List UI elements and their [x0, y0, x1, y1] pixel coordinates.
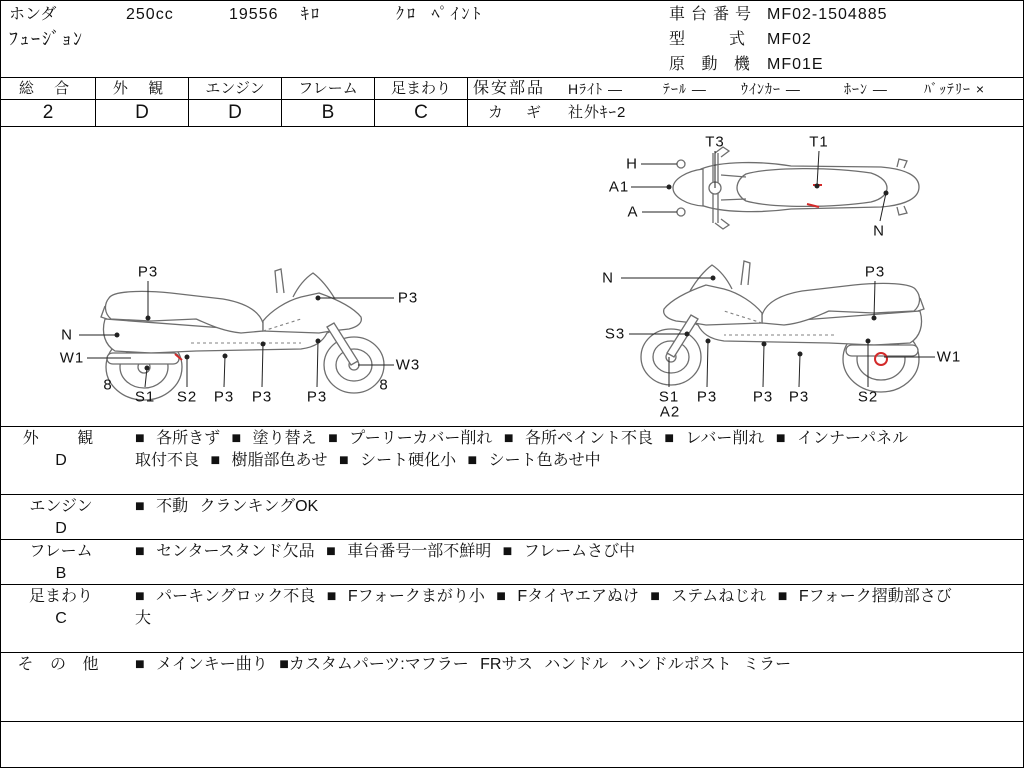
leader-line [224, 356, 225, 387]
diagram-label: A [627, 203, 639, 221]
safety-item-taillight: ﾃｰﾙ — [663, 81, 707, 97]
grade-table [1, 78, 468, 126]
diagram-label: W3 [395, 356, 421, 374]
pointer-dot [762, 342, 767, 347]
grade-label: 総 合 [1, 78, 95, 100]
grade-exterior [96, 78, 189, 126]
diagram-label: P3 [137, 263, 159, 281]
diagram-label: W1 [936, 348, 962, 366]
scooter-left-side-view [101, 269, 384, 400]
remark-line: ■ メインキー曲り ■カスタムパーツ:マフラー FRサス ハンドル ハンドルポスト ミラー [135, 656, 792, 673]
safety-parts-label: 保安部品 [473, 80, 546, 97]
grade-label: 足まわり [375, 78, 467, 100]
leader-line [707, 341, 708, 387]
scooter-top-view [673, 147, 919, 229]
diagram-label: W1 [59, 349, 85, 367]
pointer-dot [711, 276, 716, 281]
grade-frame [282, 78, 375, 126]
pointer-dot [316, 339, 321, 344]
remark-engine [1, 495, 1023, 540]
diagram-label: P3 [251, 388, 273, 406]
diagram-label: A2 [659, 403, 681, 421]
remark-line: ■ パーキングロック不良 ■ Fフォークまがり小 ■ Fタイヤエアぬけ ■ ステムねじれ ■ Fフォーク摺動部さび [135, 588, 952, 605]
remark-exterior [1, 427, 1023, 495]
diagram-label: N [61, 326, 73, 344]
diagram-label: P3 [397, 289, 419, 307]
diagram-label: P3 [696, 388, 718, 406]
leader-line [763, 344, 764, 387]
model-type-label: 型 式 [669, 31, 750, 48]
remark-heading: フレーム [29, 543, 93, 560]
pointer-dot [185, 355, 190, 360]
displacement: 250cc [126, 6, 174, 23]
top-headlight-mark [677, 160, 685, 168]
safety-item-headlight: Hﾗｲﾄ — [568, 81, 623, 97]
pointer-dot [685, 332, 690, 337]
diagram-label: P3 [306, 388, 328, 406]
chassis-number-label: 車台番号 [669, 6, 758, 23]
pointer-dot [866, 339, 871, 344]
model-name: ﾌｭｰｼﾞｮﾝ [9, 29, 84, 49]
grade-label: エンジン [189, 78, 281, 100]
top-signal-mark [677, 208, 685, 216]
grade-label: 外 観 [96, 78, 188, 100]
key-value: 社外ｷｰ2 [568, 104, 627, 121]
pointer-dot [115, 333, 120, 338]
scooter-right-side-view [641, 261, 924, 392]
remark-line: 取付不良 ■ 樹脂部色あせ ■ シート硬化小 ■ シート色あせ中 [135, 452, 601, 469]
top-mirror-right [715, 219, 729, 229]
grade-engine [189, 78, 282, 126]
pointer-dot [316, 296, 321, 301]
pointer-dot [261, 342, 266, 347]
remark-other [1, 653, 1023, 722]
remark-heading-block [1, 496, 121, 540]
remark-items [135, 428, 908, 472]
diagram-label: H [626, 155, 638, 173]
diagram-label: 8 [103, 376, 113, 394]
mileage-unit: ｷﾛ [301, 6, 322, 23]
pointer-dot [145, 366, 150, 371]
remark-heading-block [1, 654, 121, 676]
grade-value: D [228, 102, 242, 123]
diagram-label: 8 [379, 376, 389, 394]
chassis-number-value: MF02-1504885 [767, 6, 888, 23]
remark-grade: D [55, 520, 67, 537]
grade-overall [1, 78, 96, 126]
remark-heading-block [1, 541, 121, 585]
diagram-label: P3 [788, 388, 810, 406]
diagram-label: S2 [857, 388, 879, 406]
remark-heading-block [1, 428, 121, 472]
top-rear-tab-upper [897, 159, 907, 168]
remark-heading: そ の 他 [17, 656, 105, 673]
pointer-dot [884, 191, 889, 196]
remark-grade: B [55, 565, 67, 582]
safety-item-battery: ﾊﾞｯﾃﾘｰ × [924, 81, 986, 97]
remark-heading: 外 観 [22, 430, 100, 447]
diagram-label: S1 [658, 388, 680, 406]
top-rear-tab-lower [897, 206, 907, 215]
pointer-dot [223, 354, 228, 359]
pointer-dot [798, 352, 803, 357]
remark-blank-row [1, 722, 1023, 767]
leader-line [799, 354, 800, 387]
grade-value: 2 [42, 102, 54, 123]
damage-diagram [1, 127, 1023, 425]
remark-line: ■ 各所きず ■ 塗り替え ■ プーリーカバー削れ ■ 各所ペイント不良 ■ レバー削れ ■ インナーパネル [135, 430, 909, 447]
diagram-label: N [873, 222, 885, 240]
diagram-label: S3 [604, 325, 626, 343]
remark-line: ■ センタースタンド欠品 ■ 車台番号一部不鮮明 ■ フレームさび中 [135, 543, 636, 560]
grade-value: D [135, 102, 149, 123]
remark-frame [1, 540, 1023, 585]
remark-items [135, 654, 791, 676]
leader-line [317, 341, 318, 387]
engine-model-label: 原 動 機 [669, 56, 756, 73]
safety-parts-panel [468, 78, 1023, 126]
diagram-label: A1 [608, 178, 630, 196]
remark-suspension [1, 585, 1023, 653]
pointer-dot [706, 339, 711, 344]
pointer-dot [872, 316, 877, 321]
maker-name: ホンダ [9, 6, 57, 23]
pointer-dot [815, 184, 820, 189]
diagram-label: P3 [213, 388, 235, 406]
remark-grade: D [55, 452, 67, 469]
key-row [468, 100, 1023, 126]
diagram-label: S1 [134, 388, 156, 406]
remark-line: 大 [135, 610, 152, 627]
diagram-label: N [602, 269, 614, 287]
engine-model-value: MF01E [767, 56, 824, 73]
diagram-label: T3 [705, 133, 725, 151]
remark-items [135, 541, 635, 563]
safety-item-horn: ﾎｰﾝ — [844, 81, 888, 97]
pointer-dot [146, 316, 151, 321]
remark-grade: C [55, 610, 67, 627]
grade-label: フレーム [282, 78, 374, 100]
diagram-label: P3 [864, 263, 886, 281]
safety-parts-row [468, 78, 1023, 100]
top-seat [737, 169, 887, 207]
diagram-label: S2 [176, 388, 198, 406]
remark-line: ■ 不動 クランキングOK [135, 498, 319, 515]
remark-heading: 足まわり [28, 588, 93, 605]
leader-line [262, 344, 263, 387]
remark-heading-block [1, 586, 121, 630]
key-label: カ ギ [488, 104, 546, 121]
grade-value: C [414, 102, 428, 123]
remark-items [135, 496, 318, 518]
pointer-dot [667, 185, 672, 190]
remark-items [135, 586, 952, 630]
diagram-label: T1 [809, 133, 829, 151]
grade-suspension [375, 78, 468, 126]
grade-value: B [321, 102, 335, 123]
remark-heading: エンジン [29, 498, 93, 515]
safety-item-turn-signal: ｳｲﾝｶｰ — [741, 81, 801, 97]
mileage-value: 19556 [229, 6, 279, 23]
top-front-fairing [673, 169, 703, 206]
color-description: ｸﾛ ﾍﾟｲﾝﾄ [396, 6, 484, 23]
model-type-value: MF02 [767, 31, 812, 48]
diagram-label: P3 [752, 388, 774, 406]
